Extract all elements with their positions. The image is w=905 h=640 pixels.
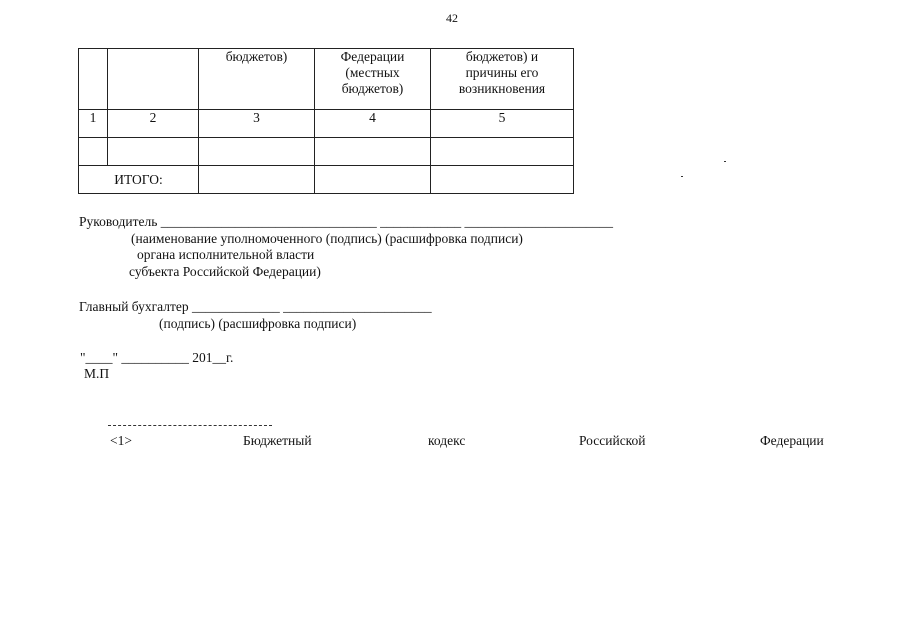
accountant-signature-caption: (подпись) (расшифровка подписи) <box>159 316 357 331</box>
scan-speck <box>724 161 726 162</box>
table-header-cell: бюджетов) <box>199 49 315 110</box>
table-cell <box>108 138 199 166</box>
column-number: 1 <box>79 110 108 138</box>
table-row <box>79 138 574 166</box>
footnote-word: Федерации <box>760 433 824 448</box>
date-line: "____" __________ 201__г. <box>80 350 234 365</box>
report-table <box>78 48 574 194</box>
table-cell <box>315 138 431 166</box>
head-signature-caption: органа исполнительной власти <box>137 247 315 262</box>
table-header-cell: бюджетов) и причины его возникновения <box>431 49 574 110</box>
table-header-cell: Федерации (местных бюджетов) <box>315 49 431 110</box>
page-number: 42 <box>446 11 458 25</box>
column-number: 5 <box>431 110 574 138</box>
footnote-word: Российской <box>579 433 646 448</box>
table-cell <box>199 166 315 194</box>
total-label: ИТОГО: <box>79 166 199 194</box>
accountant-signature-line: Главный бухгалтер _____________ ______________________ <box>79 299 432 314</box>
table-header-cell <box>108 49 199 110</box>
footnote-word: кодекс <box>428 433 466 448</box>
head-signature-caption: субъекта Российской Федерации) <box>129 264 321 279</box>
head-signature-line: Руководитель ________________________________ ____________ ______________________ <box>79 214 614 229</box>
stamp-place: М.П <box>84 366 110 381</box>
column-number: 2 <box>108 110 199 138</box>
table-cell <box>315 166 431 194</box>
column-number: 3 <box>199 110 315 138</box>
footnote-word: Бюджетный <box>243 433 312 448</box>
footnote-separator <box>108 425 272 426</box>
column-number: 4 <box>315 110 431 138</box>
table-header-row <box>79 49 574 110</box>
scan-speck <box>681 176 683 177</box>
total-row <box>79 166 574 194</box>
footnote-marker: <1> <box>110 433 132 448</box>
table-cell <box>79 138 108 166</box>
table-cell <box>431 166 574 194</box>
head-signature-caption: (наименование уполномоченного (подпись) (расшифровка подписи) <box>131 231 523 246</box>
column-number-row <box>79 110 574 138</box>
table-header-cell <box>79 49 108 110</box>
table-cell <box>431 138 574 166</box>
table-cell <box>199 138 315 166</box>
